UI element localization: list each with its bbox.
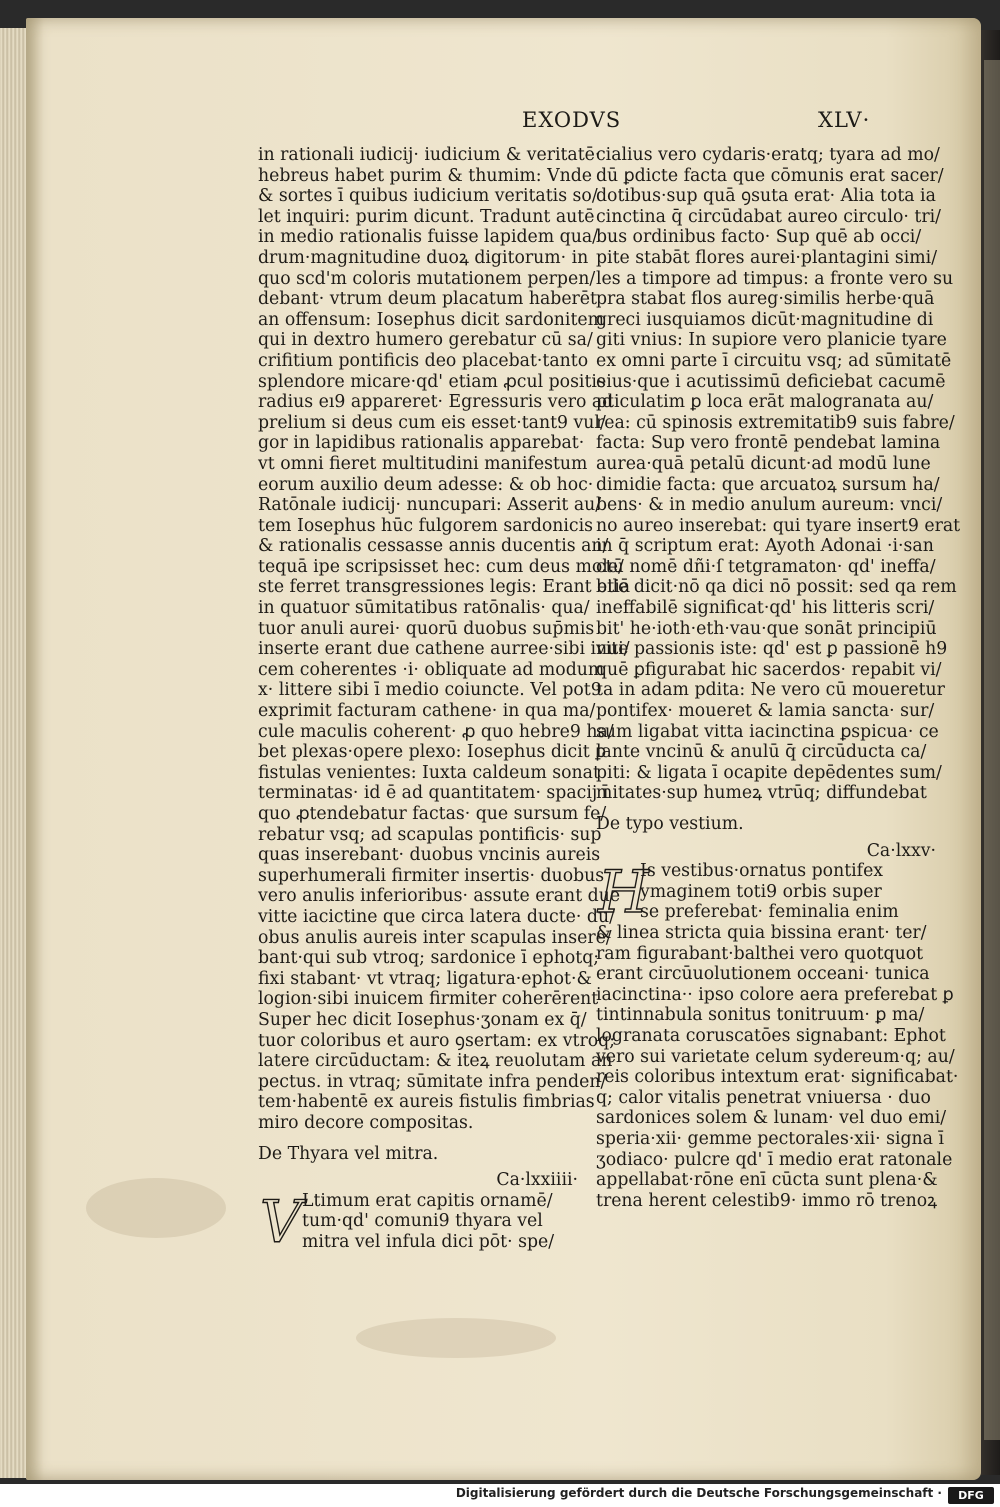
text-line: terminatas· id ē ad quantitatem· spacij ī — [258, 783, 609, 804]
text-line: an offensum: Iosephus dicit sardonitem — [258, 309, 605, 330]
decorated-initial: V — [260, 1187, 302, 1256]
text-line: bile dicit·nō qa dici nō possit: sed qa rem — [596, 577, 957, 598]
right-text-column — [596, 145, 961, 1211]
text-line: quo scd'm coloris mutationem perpen/ — [258, 268, 596, 289]
text-line: gor in lapidibus rationalis apparebat· — [258, 433, 585, 454]
text-line: eius·que i acutissimū deficiebat cacumē — [596, 371, 946, 392]
text-line: in quatuor sūmitatibus ratōnalis· qua/ — [258, 598, 590, 619]
text-line: fistulas venientes: Iuxta caldeum sonat — [258, 762, 600, 783]
text-line: in medio rationalis fuisse lapidem qua/ — [258, 227, 598, 248]
text-line: miro decore compositas. — [258, 1112, 474, 1133]
spacer — [258, 1134, 578, 1144]
text-line: ta in adam pdita: Ne vero cū moueretur — [596, 680, 945, 701]
text-line: giti vnius: In supiore vero planicie tyare — [596, 330, 947, 351]
text-line: fixi stabant· vt vtraq; ligatura·ephot·& — [258, 968, 592, 989]
text-line: bant·qui sub vtroq; sardonice ī ephotq; — [258, 948, 600, 969]
text-line: latere circūductam: & iteꝝ reuolutam an — [258, 1051, 613, 1072]
text-line: pectus. in vtraq; sūmitate infra penden/ — [258, 1071, 607, 1092]
text-line: ex omni parte ī circuitu vsq; ad sūmitatē — [596, 350, 952, 371]
text-line: tem·habentē ex aureis fistulis fimbrias — [258, 1092, 595, 1113]
page-stain — [356, 1318, 556, 1358]
initial-paragraph — [258, 1187, 578, 1256]
digitization-footer — [0, 1484, 1000, 1507]
text-line: ctū nomē dñi·ſ tetgramaton· qd' ineffa/ — [596, 556, 936, 577]
text-line: q; calor vitalis penetrat vniuersa · duo — [596, 1087, 931, 1108]
text-line: ste ferret transgressiones legis: Erant etiā — [258, 577, 631, 598]
facing-page-sliver — [984, 60, 1000, 1440]
text-line: let inquiri: purim dicunt. Tradunt autē — [258, 206, 595, 227]
text-line: exprimit facturam cathene· in qua ma/ — [258, 701, 596, 722]
section-heading: De Thyara vel mitra. — [258, 1143, 439, 1164]
text-line: superhumerali firmiter insertis· duobus — [258, 865, 605, 886]
text-line: quas inserebant· duobus vncinis aureis — [258, 845, 601, 866]
section-heading: De typo vestium. — [596, 814, 744, 834]
text-line: rea: cū spinosis extremitatib9 suis fabre/ — [596, 412, 955, 433]
text-line: vt omni fieret multitudini manifestum — [258, 453, 588, 474]
text-line: speria·xii· gemme pectorales·xii· signa ī — [596, 1128, 945, 1149]
running-title: EXODVS — [522, 108, 622, 132]
left-text-column — [258, 145, 631, 1256]
text-line: pontifex· moueret & lamia sancta· sur/ — [596, 701, 935, 722]
text-line: Is vestibus·ornatus pontifex — [640, 861, 884, 882]
text-line: trena herent celestib9· immo rō trenoꝝ — [596, 1190, 938, 1211]
text-line: erant circūuolutionem occeani· tunica — [596, 964, 930, 985]
text-line: cule maculis coherent· ꝓ quo hebre9 ha/ — [258, 721, 614, 742]
text-line: qui in dextro humero gerebatur cū sa/ — [258, 330, 593, 351]
text-line: debant· vtrum deum placatum haberēt — [258, 289, 597, 310]
text-line: obus anulis aureis inter scapulas insere/ — [258, 927, 612, 948]
initial-paragraph — [596, 858, 936, 927]
text-line: radius eı9 appareret· Egressuris vero ad — [258, 392, 614, 413]
text-line: cialius vero cydaris·eratq; tyara ad mo/ — [596, 145, 940, 165]
text-line: rebatur vsq; ad scapulas pontificis· sup — [258, 824, 602, 845]
text-line: bus ordinibus facto· Sup quē ab occi/ — [596, 227, 922, 248]
text-line: in rationali iudicij· iudicium & veritatē· — [258, 145, 601, 165]
text-line: sum ligabat vitta iacinctina ꝑspicua· ce — [596, 721, 939, 742]
text-line: dū ꝑdicte facta que cōmunis erat sacer/ — [596, 165, 944, 186]
text-line: pite stabāt flores aurei·plantagini simi/ — [596, 247, 938, 268]
text-line: bet plexas·opere plexo: Iosephus dicit ꝑ — [258, 742, 607, 763]
text-line: aurea·quā petalū dicunt·ad modū lune — [596, 453, 931, 474]
text-line: & linea stricta quia bissina erant· ter/ — [596, 922, 927, 943]
text-line: vitte iacictine que circa latera ducte· du/ — [258, 906, 615, 927]
book-page-edges — [0, 28, 29, 1478]
text-line: pra stabat flos aureg·similis herbe·quā — [596, 289, 935, 310]
text-line: dimidie facta: que arcuatoꝝ sursum ha/ — [596, 474, 940, 495]
text-line: & rationalis cessasse annis ducentis an/ — [258, 536, 609, 557]
text-line: ineffabilē significat·qd' his litteris scri/ — [596, 598, 935, 619]
text-line: tequā ipe scripsisset hec: cum deus mole/ — [258, 556, 624, 577]
footer-credit: Digitalisierung gefördert durch die Deutsche Forschungsgemeinschaft · — [455, 1486, 942, 1500]
text-line: tum·qd' comuni9 thyara vel — [302, 1211, 543, 1232]
text-line: inserte erant due cathene aurree·sibi inui/ — [258, 639, 630, 660]
text-line: eorum auxilio deum adesse: & ob hoc· — [258, 474, 594, 495]
text-line: vite passionis iste: qd' est ꝑ passionē h9 — [596, 639, 948, 660]
text-line: Ltimum erat capitis ornamē/ — [302, 1190, 553, 1211]
text-line: quē ꝑfigurabat hic sacerdos· repabit vi/ — [596, 659, 942, 680]
text-line: cinctina q̄ circūdabat aureo circulo· tri/ — [596, 206, 941, 227]
text-line: tem Iosephus hūc fulgorem sardonicis — [258, 515, 594, 536]
text-line: vero sui varietate celum sydereum·q; au/ — [596, 1046, 955, 1067]
text-line: logion·sibi inuicem firmiter coherērent — [258, 989, 599, 1010]
page-stain — [86, 1178, 226, 1238]
text-line: tuor coloribus et auro ꝯsertam: ex vtroq; — [258, 1030, 616, 1051]
chapter-number: Ca·lxxv· — [866, 840, 936, 861]
text-line: pticulatim ꝑ loca erāt malogranata au/ — [596, 392, 934, 413]
text-line: iacinctina·· ipso colore aera preferebat ꝑ — [596, 984, 954, 1005]
text-line: greci iusquiamos dicūt·magnitudine di — [596, 309, 934, 330]
text-line: mitra vel infula dici pōt· spe/ — [302, 1231, 555, 1252]
decorated-initial: H — [598, 858, 649, 927]
text-line: tintinnabula sonitus tonitruum· ꝑ ma/ — [596, 1005, 925, 1026]
text-line: ymaginem toti9 orbis super — [640, 881, 882, 902]
text-line: splendore micare·qd' etiam ꝓcul positis — [258, 371, 606, 392]
text-line: Super hec dicit Iosephus·ʒonam ex q̄/ — [258, 1009, 587, 1030]
text-line: tuor anuli aurei· quorū duobus sup̄mis — [258, 618, 595, 639]
text-line: cem coherentes ·i· obliquate ad modum — [258, 659, 605, 680]
text-line: in q̄ scriptum erat: Ayoth Adonai ·i·san — [596, 536, 934, 557]
text-line: sardonices solem & lunam· vel duo emi/ — [596, 1108, 947, 1129]
chapter-number: Ca·lxxiiii· — [496, 1170, 578, 1191]
text-line: ʒodiaco· pulcre qd' ī medio erat ratonale — [596, 1149, 953, 1170]
text-line: facta: Sup vero frontē pendebat lamina — [596, 433, 941, 454]
text-line: quo ꝓtendebatur factas· que sursum fe/ — [258, 804, 607, 824]
text-line: bit' he·ioth·eth·vau·que sonāt principiū — [596, 618, 937, 639]
text-line: crifitium pontificis deo placebat·tanto — [258, 350, 589, 371]
text-line: vero anulis inferioribus· assute erant due — [258, 886, 621, 907]
text-line: & sortes ī quibus iudicium veritatis so/ — [258, 186, 598, 207]
text-line: piti: & ligata ī ocapite depēdentes sum/ — [596, 762, 942, 783]
text-line: lante vncinū & anulū q̄ circūducta ca/ — [596, 742, 927, 763]
text-line: bens· & in medio anulum aureum: vnci/ — [596, 495, 943, 516]
text-line: reis coloribus intextum erat· significabat· — [596, 1067, 959, 1088]
spacer — [596, 804, 936, 814]
text-line: ram figurabant·balthei vero quotquot — [596, 943, 924, 964]
text-line: drum·magnitudine duoꝝ digitorum· in — [258, 247, 589, 268]
text-line: prelium si deus cum eis esset·tant9 vul/ — [258, 412, 606, 433]
text-line: hebreus habet purim & thumim: Vnde — [258, 165, 593, 186]
text-line: no aureo inserebat: qui tyare insert9 erat — [596, 515, 961, 536]
text-line: appellabat·rōne enī cūcta sunt plena·& — [596, 1170, 938, 1191]
text-line: Ratōnale iudicij· nuncupari: Asserit au/ — [258, 495, 602, 516]
dfg-logo: DFG — [948, 1487, 994, 1504]
text-line: logranata coruscatōes signabant: Ephot — [596, 1025, 946, 1046]
text-line: mitates·sup humeꝝ vtrūq; diffundebat — [596, 783, 927, 804]
text-line: x· littere sibi ī medio coiuncte. Vel pot9 — [258, 680, 602, 701]
text-line: les a timpore ad timpus: a fronte vero su — [596, 268, 954, 289]
folio-number: XLV· — [818, 108, 871, 132]
text-line: dotibus·sup quā ꝯsuta erat· Alia tota ia — [596, 186, 936, 207]
text-line: se preferebat· feminalia enim — [640, 902, 899, 923]
